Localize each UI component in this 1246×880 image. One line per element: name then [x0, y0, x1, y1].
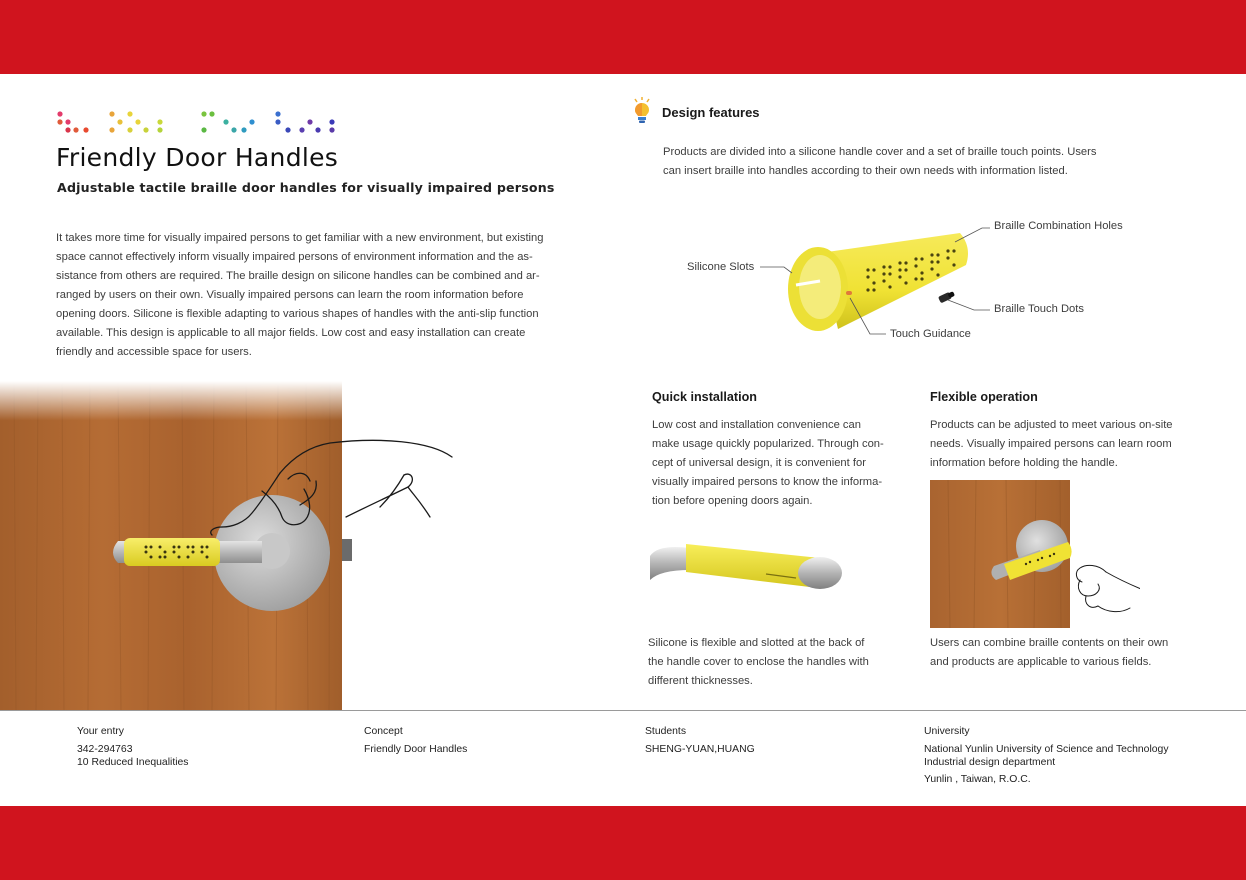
footer-concept	[364, 725, 467, 756]
features-line: Products are divided into a silicone handle cover and a set of braille touch points. Users	[663, 146, 1097, 158]
quick-line: tion before opening doors again.	[652, 495, 813, 507]
callout-lines	[750, 220, 1010, 345]
flex-caption-line: Users can combine braille contents on their own	[930, 637, 1169, 649]
callout-touch-dots: Braille Touch Dots	[994, 303, 1084, 315]
intro-paragraph	[56, 229, 566, 362]
intro-line: friendly and accessible space for users.	[56, 346, 252, 358]
footer-entry-id: 342-294763	[77, 743, 133, 755]
quick-installation-text	[652, 416, 912, 511]
footer-entry-label: Your entry	[77, 726, 124, 737]
flex-line: Products can be adjusted to meet various on-site	[930, 419, 1173, 431]
page-title: Friendly Door Handles	[56, 143, 339, 172]
features-line: can insert braille into handles according to their own needs with information listed.	[663, 165, 1068, 177]
footer-university-location: Yunlin , Taiwan, R.O.C.	[924, 773, 1031, 785]
callout-combination-holes: Braille Combination Holes	[994, 220, 1123, 232]
hand-grip-photo	[930, 480, 1140, 628]
footer-concept-value: Friendly Door Handles	[364, 743, 468, 755]
intro-line: opening doors. Silicone is flexible adapting to various shapes of handles with the anti-slip function	[56, 308, 539, 320]
quick-line: visually impaired persons to know the informa-	[652, 476, 883, 488]
handle-cover-render	[650, 536, 850, 600]
quick-caption-line: the handle cover to enclose the handles with	[648, 656, 869, 668]
flex-line: information before holding the handle.	[930, 457, 1118, 469]
intro-line: It takes more time for visually impaired persons to get familiar with a new environment, but existing	[56, 232, 544, 244]
quick-caption-line: Silicone is flexible and slotted at the back of	[648, 637, 865, 649]
door-handle-photo	[0, 381, 478, 710]
top-red-band	[0, 0, 1246, 74]
bottom-red-band	[0, 806, 1246, 880]
intro-line: sistance from others are required. The braille design on silicone handles can be combined and ar-	[56, 270, 540, 282]
flexible-operation-heading: Flexible operation	[930, 390, 1038, 404]
lightbulb-icon	[630, 96, 654, 126]
footer-university-name: National Yunlin University of Science and Technology	[924, 743, 1169, 755]
quick-line: Low cost and installation convenience can	[652, 419, 861, 431]
flex-caption-line: and products are applicable to various fields.	[930, 656, 1152, 668]
footer-divider	[0, 710, 1246, 711]
intro-line: available. This design is applicable to all major fields. Low cost and easy installation can create	[56, 327, 526, 339]
footer-students	[645, 725, 755, 756]
footer-students-value: SHENG-YUAN,HUANG	[645, 743, 755, 755]
braille-title-logo	[56, 110, 346, 140]
quick-line: make usage quickly popularized. Through con-	[652, 438, 884, 450]
footer-university	[924, 725, 1169, 786]
quick-installation-caption	[648, 634, 908, 691]
quick-installation-heading: Quick installation	[652, 390, 757, 404]
design-features-heading: Design features	[662, 105, 760, 120]
flexible-operation-text	[930, 416, 1200, 473]
footer-entry-goal: 10 Reduced Inequalities	[77, 757, 189, 768]
footer-university-label: University	[924, 726, 970, 737]
quick-caption-line: different thicknesses.	[648, 675, 753, 687]
intro-line: ranged by users on their own. Visually impaired persons can learn the room information before	[56, 289, 524, 301]
design-features-text	[663, 143, 1133, 181]
footer-entry	[77, 725, 189, 770]
footer-students-label: Students	[645, 726, 687, 737]
quick-line: cept of universal design, it is convenient for	[652, 457, 866, 469]
flex-line: needs. Visually impaired persons can learn room	[930, 438, 1172, 450]
callout-silicone-slots: Silicone Slots	[687, 261, 755, 273]
callout-touch-guidance: Touch Guidance	[890, 328, 971, 340]
footer-university-dept: Industrial design department	[924, 757, 1056, 768]
footer-concept-label: Concept	[364, 726, 403, 737]
flexible-operation-caption	[930, 634, 1210, 672]
page-subtitle: Adjustable tactile braille door handles for visually impaired persons	[57, 180, 555, 195]
intro-line: space cannot effectively inform visually impaired persons of environment information and the as-	[56, 251, 533, 263]
